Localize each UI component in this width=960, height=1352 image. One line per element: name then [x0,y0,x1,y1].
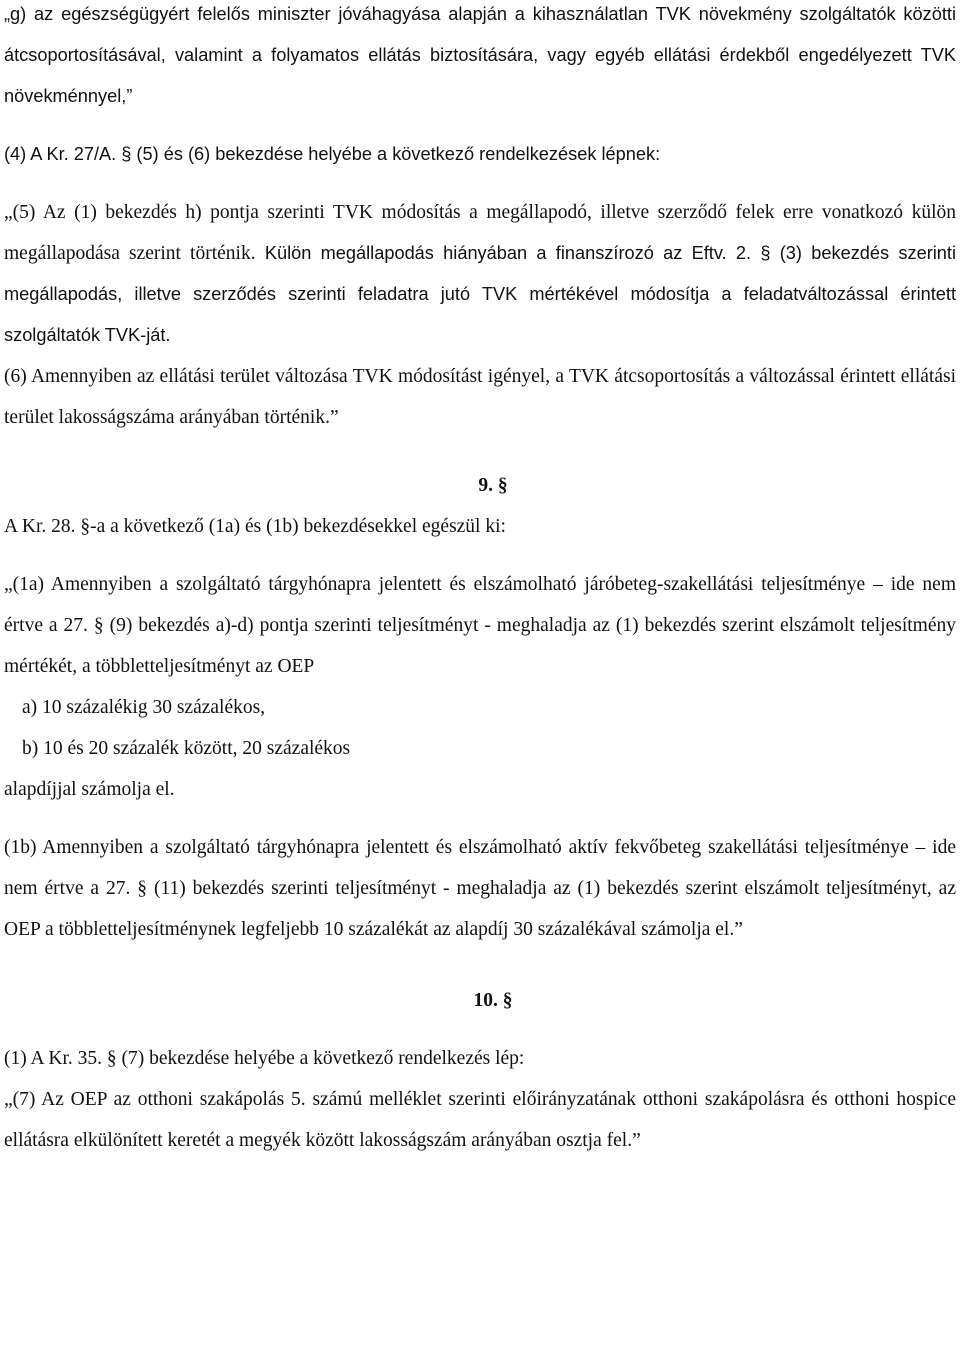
section-heading-9: 9. § [478,475,508,496]
list-item-a: a) 10 százalékig 30 százalékos, [22,697,266,718]
spacer [4,438,956,465]
spacer [4,810,956,827]
paragraph-alapdij: alapdíjjal számolja el. [4,779,175,800]
paragraph-5-part-1: „(5) Az (1) bekezdés h) pontja szerinti TVK módosítás a megállapodó, illetve szerződő felek erre vonatkozó külön megállapodása szerint történik. [4,202,956,264]
document-page [4,0,956,1161]
spacer [4,547,956,564]
spacer [4,175,956,192]
spacer [4,1021,956,1038]
spacer [4,117,956,134]
paragraph-6: (6) Amennyiben az ellátási terület változása TVK módosítást igényel, a TVK átcsoportosítás a változással érintett ellátási terület lakosságszáma arányában történik.” [4,366,956,428]
paragraph-7: „(7) Az OEP az otthoni szakápolás 5. számú melléklet szerinti előirányzatának otthoni szakápolásra és otthoni hospice ellátásra elkülönített keretét a megyék között lakosságszám arányában osztja fel.” [4,1089,956,1151]
amendment-intro-28: A Kr. 28. §-a a következő (1a) és (1b) bekezdésekkel egészül ki: [4,516,506,537]
amendment-intro-35: (1) A Kr. 35. § (7) bekezdése helyébe a következő rendelkezés lép: [4,1048,525,1069]
section-heading-10: 10. § [473,990,513,1011]
amendment-intro-4: (4) A Kr. 27/A. § (5) és (6) bekezdése helyébe a következő rendelkezések lépnek: [4,144,661,164]
paragraph-1b: (1b) Amennyiben a szolgáltató tárgyhónapra jelentett és elszámolható aktív fekvőbeteg szakellátási teljesítménye – ide nem értve a 27. § (11) bekezdés szerinti teljesítményt - meghaladja az (1) bekezdés szerint elszámolt teljesítményt, az OEP a többletteljesítménynek legfeljebb 10 százalékát az alapdíj 30 százalékával számolja el.” [4,837,956,940]
paragraph-5 [4,192,956,356]
paragraph-5-part-2: Külön megállapodás hiányában a finanszírozó az Eftv. 2. § (3) bekezdés szerinti megállapodás, illetve szerződés szerinti feladatra jutó TVK mértékével módosítja a feladatváltozással érintett szolgáltatók TVK-ját. [4,243,957,345]
spacer [4,950,956,980]
list-item-b: b) 10 és 20 százalék között, 20 százalékos [22,738,351,759]
paragraph-1a: „(1a) Amennyiben a szolgáltató tárgyhónapra jelentett és elszámolható járóbeteg-szakellátási teljesítménye – ide nem értve a 27. § (9) bekezdés a)-d) pontja szerinti teljesítményt - meghaladja az (1) bekezdés szerint elszámolt teljesítmény mértékét, a többletteljesítményt az OEP [4,574,956,677]
paragraph-g: „g) az egészségügyért felelős miniszter jóváhagyása alapján a kihasználatlan TVK növekmény szolgáltatók közötti átcsoportosításával, valamint a folyamatos ellátás biztosítására, vagy egyéb ellátási érdekből engedélyezett TVK növekménnyel,” [4,4,956,106]
